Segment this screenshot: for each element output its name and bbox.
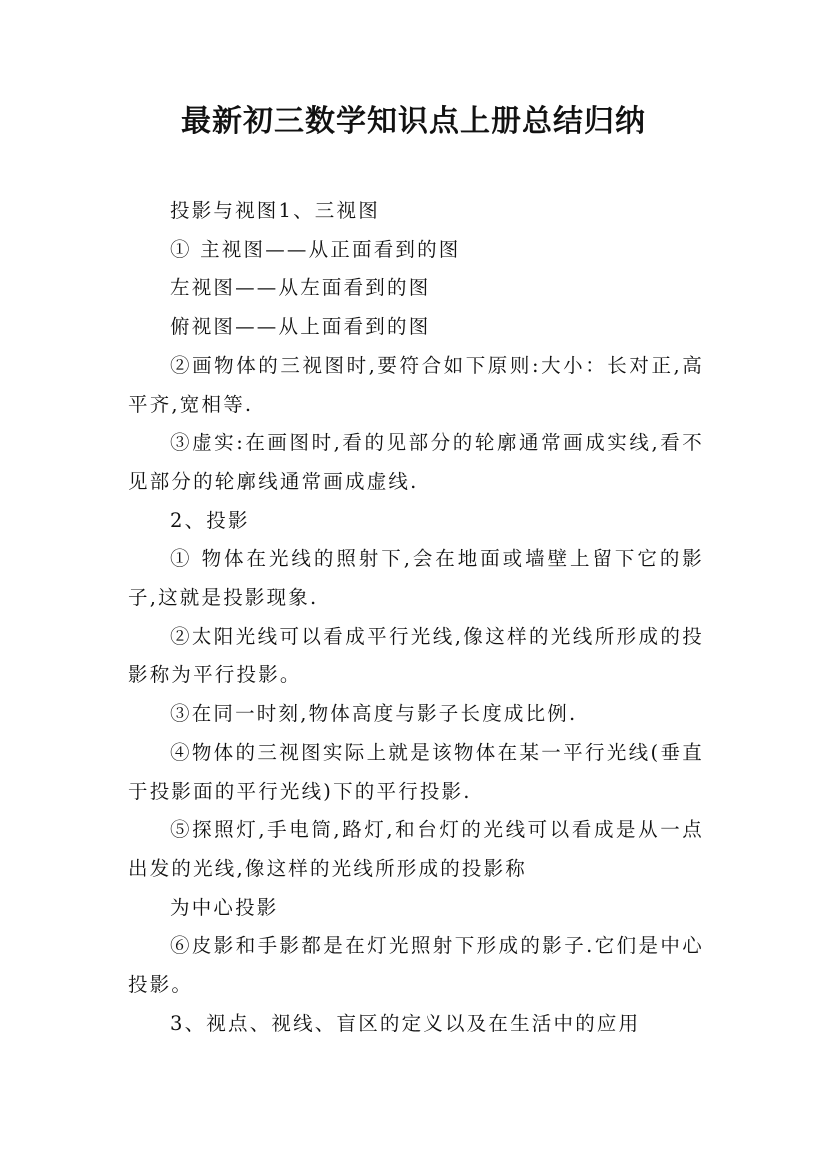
document-title: 最新初三数学知识点上册总结归纳: [181, 104, 646, 139]
paragraph-front-view: ① 主视图——从正面看到的图: [170, 237, 461, 261]
paragraph-three-views-projection: ④物体的三视图实际上就是该物体在某一平行光线(垂直于投影面的平行光线)下的平行投影.: [128, 740, 704, 803]
paragraph-solid-dashed-lines: ③虚实:在画图时,看的见部分的轮廓通常画成实线,看不见部分的轮廓线通常画成虚线.: [128, 431, 704, 493]
paragraph-left-view: 左视图——从左面看到的图: [170, 276, 431, 300]
paragraph-top-view: 俯视图——从上面看到的图: [170, 315, 431, 339]
paragraph-central-projection: 为中心投影: [170, 895, 279, 919]
paragraph-shadow-proportion: ③在同一时刻,物体高度与影子长度成比例.: [170, 702, 578, 726]
paragraph-parallel-projection: ②太阳光线可以看成平行光线,像这样的光线所形成的投影称为平行投影。: [128, 624, 704, 687]
paragraph-section-1-heading: 投影与视图1、三视图: [170, 199, 380, 222]
paragraph-projection-phenomenon: ① 物体在光线的照射下,会在地面或墙壁上留下它的影子,这就是投影现象.: [128, 547, 704, 610]
paragraph-three-view-principle: ②画物体的三视图时,要符合如下原则:大小：长对正,高平齐,宽相等.: [128, 353, 704, 416]
paragraph-section-2-heading: 2、投影: [170, 508, 250, 532]
paragraph-point-light: ⑤探照灯,手电筒,路灯,和台灯的光线可以看成是从一点出发的光线,像这样的光线所形成的投影称: [128, 818, 704, 880]
paragraph-shadow-play: ⑥皮影和手影都是在灯光照射下形成的影子.它们是中心投影。: [128, 934, 704, 997]
document-body: [128, 192, 704, 1043]
paragraph-section-3-heading: 3、视点、视线、盲区的定义以及在生活中的应用: [170, 1011, 641, 1035]
